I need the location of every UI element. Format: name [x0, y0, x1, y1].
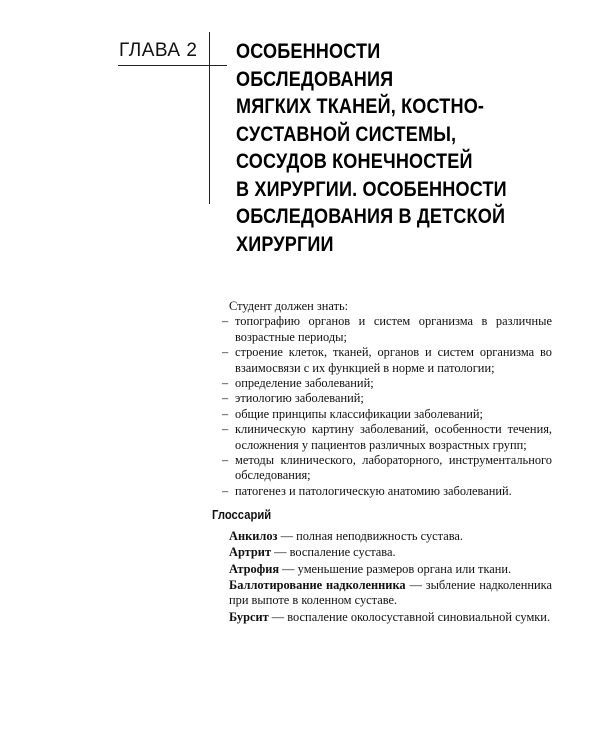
glossary-entry [212, 545, 552, 560]
glossary-term: Баллотирование надколенника [229, 577, 406, 592]
list-item: – определение заболеваний; [212, 376, 552, 391]
glossary-term: Атрофия [229, 561, 280, 576]
glossary-definition: — полная неподвижность сустава. [277, 528, 463, 543]
chapter-divider-horizontal [118, 65, 227, 66]
list-item: – топографию органов и систем организма в различные возрастные периоды; [212, 314, 552, 345]
glossary-term: Артрит [229, 545, 272, 560]
glossary-heading: Глоссарий [212, 508, 272, 523]
list-item: – методы клинического, лабораторного, инструментального обследования; [212, 453, 552, 484]
glossary-entry [212, 578, 552, 609]
chapter-title-line: В ХИРУРГИИ. ОСОБЕННОСТИ [236, 177, 507, 201]
chapter-title-line: СУСТАВНОЙ СИСТЕМЫ, [236, 122, 457, 146]
glossary-definition: — воспаление сустава. [271, 545, 396, 560]
requirements-list [212, 314, 552, 499]
glossary-definition: — зыбление надколенника при выпоте в коленном суставе. [229, 577, 552, 608]
list-item: – строение клеток, тканей, органов и систем организма во взаимосвязи с их функцией в норме и патологии; [212, 345, 552, 376]
glossary-term: Бурсит [229, 609, 269, 624]
glossary-term: Анкилоз [229, 528, 278, 543]
chapter-title-line: ОСОБЕННОСТИ [236, 40, 381, 63]
list-item: – этиологию заболеваний; [212, 391, 552, 406]
list-item: – клиническую картину заболеваний, особенности течения, осложнения у пациентов различных возрастных групп; [212, 422, 552, 453]
glossary-definition: — воспаление околосуставной синовиальной сумки. [268, 609, 551, 624]
chapter-title-line: СОСУДОВ КОНЕЧНОСТЕЙ [236, 150, 473, 173]
chapter-label: ГЛАВА 2 [119, 40, 198, 61]
glossary-entry [212, 562, 552, 577]
glossary-entry [212, 529, 552, 544]
chapter-body [212, 299, 552, 626]
chapter-title-line: МЯГКИХ ТКАНЕЙ, КОСТНО- [236, 95, 485, 118]
chapter-divider-vertical [209, 32, 210, 204]
glossary-definition: — уменьшение размеров органа или ткани. [279, 561, 512, 576]
requirements-intro: Студент должен знать: [229, 299, 349, 313]
chapter-title-line: ОБСЛЕДОВАНИЯ В ДЕТСКОЙ [236, 205, 506, 228]
list-item: – патогенез и патологическую анатомию заболеваний. [212, 484, 552, 499]
chapter-title-line: ХИРУРГИИ [236, 232, 334, 256]
list-item: – общие принципы классификации заболеваний; [212, 407, 552, 422]
chapter-title-line: ОБСЛЕДОВАНИЯ [236, 67, 394, 91]
glossary-entry [212, 610, 552, 625]
chapter-title [236, 38, 520, 258]
